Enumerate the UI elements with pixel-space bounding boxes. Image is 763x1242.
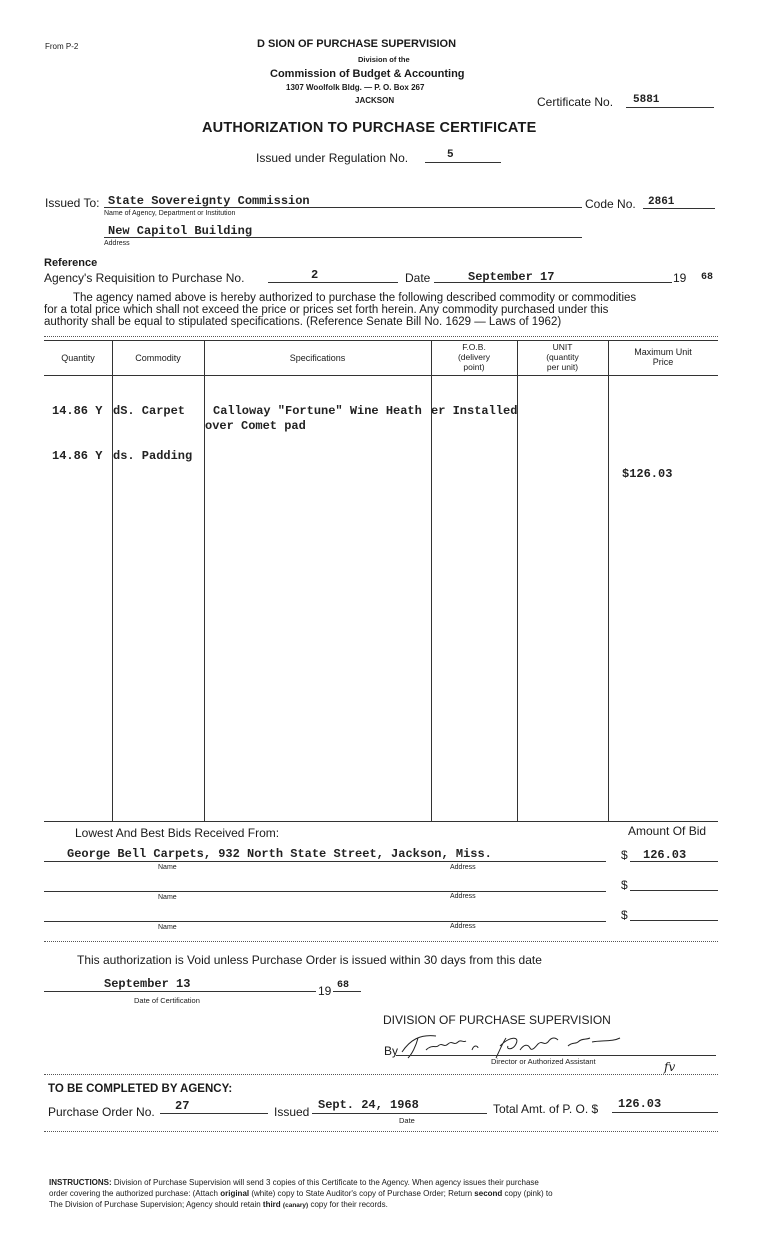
- bids-label: Lowest And Best Bids Received From:: [75, 826, 280, 840]
- bid-2-name-label: Name: [158, 894, 177, 901]
- issued-label: Issued: [274, 1105, 310, 1119]
- col-divider-5: [608, 341, 609, 821]
- row-1-spec-part-1: Calloway "Fortune" Wine Heath: [213, 404, 422, 418]
- total-underline: [612, 1112, 718, 1113]
- instructions-text-2c: copy (pink) to: [502, 1189, 553, 1198]
- division-subtitle: Division of the: [358, 55, 410, 64]
- header-unit-1: UNIT: [552, 342, 573, 352]
- authorization-text-line-3: authority shall be equal to stipulated specifications. (Reference Senate Bill No. 1629 — Laws of 1962): [44, 316, 562, 328]
- bid-2-currency: $: [621, 878, 628, 892]
- code-label: Code No.: [585, 197, 636, 211]
- requisition-underline: [268, 282, 398, 283]
- bid-3-name-label: Name: [158, 924, 177, 931]
- row-1-spec-part-2: er Installed: [431, 404, 518, 418]
- bid-2-amount-underline: [630, 890, 718, 891]
- address-underline: [104, 237, 582, 238]
- requisition-date: September 17: [468, 270, 555, 284]
- requisition-label: Agency's Requisition to Purchase No.: [44, 271, 245, 285]
- signature-role: Director or Authorized Assistant: [491, 1057, 596, 1066]
- header-price-2: Price: [652, 357, 674, 367]
- instructions-text-2b: (white) copy to State Auditor's copy of Purchase Order; Return: [249, 1189, 475, 1198]
- certification-underline: [44, 991, 316, 992]
- po-underline: [160, 1113, 268, 1114]
- signature-org: DIVISION OF PURCHASE SUPERVISION: [383, 1013, 611, 1027]
- instructions-canary: (canary): [282, 1202, 309, 1209]
- total-label: Total Amt. of P. O. $: [493, 1102, 599, 1116]
- instructions-line-3: [49, 1200, 388, 1209]
- max-unit-price: $126.03: [622, 467, 673, 481]
- instructions-line-2: [49, 1189, 553, 1198]
- issued-underline: [312, 1113, 487, 1114]
- header-commodity: Commodity: [135, 353, 181, 363]
- agency-address: New Capitol Building: [108, 224, 253, 238]
- date-underline: [434, 282, 672, 283]
- regulation-number: 5: [447, 149, 454, 161]
- authorization-text-line-2: for a total price which shall not exceed the price or prices set forth herein. Any commodity purchased under this: [44, 304, 609, 316]
- table-bottom-rule: [44, 821, 718, 822]
- year-value: 68: [701, 272, 714, 283]
- issued-to-agency: State Sovereignty Commission: [108, 194, 310, 208]
- certification-year: 68: [337, 980, 350, 991]
- bid-3-currency: $: [621, 908, 628, 922]
- bid-1-currency: $: [621, 848, 628, 862]
- header-quantity: Quantity: [61, 353, 95, 363]
- certificate-number: 5881: [633, 94, 660, 106]
- division-title: D SION OF PURCHASE SUPERVISION: [257, 38, 457, 50]
- table-top-rule-1: [44, 336, 718, 337]
- form-id: From P-2: [45, 42, 79, 51]
- signature-bottom-rule: [44, 1074, 718, 1075]
- row-1-commodity: dS. Carpet: [113, 404, 186, 418]
- table-top-rule-2: [44, 340, 718, 341]
- amount-of-bid-label: Amount Of Bid: [628, 824, 707, 838]
- row-2-commodity: ds. Padding: [113, 449, 193, 463]
- commission-name: Commission of Budget & Accounting: [270, 68, 465, 80]
- reference-heading: Reference: [44, 257, 98, 269]
- header-fob-2: (delivery: [457, 352, 491, 362]
- header-price-1: Maximum Unit: [634, 347, 692, 357]
- agency-sublabel: Name of Agency, Department or Institution: [104, 210, 236, 217]
- instructions-original: original: [220, 1189, 250, 1198]
- issued-date-label: Date: [399, 1116, 415, 1125]
- agency-bottom-rule: [44, 1131, 718, 1132]
- instructions-second: second: [474, 1189, 503, 1198]
- issued-to-label: Issued To:: [45, 196, 100, 210]
- total-amount: 126.03: [618, 1097, 662, 1111]
- po-label: Purchase Order No.: [48, 1105, 155, 1119]
- row-1-spec-line-2: over Comet pad: [205, 419, 306, 433]
- header-specifications: Specifications: [289, 353, 346, 363]
- header-fob-1: F.O.B.: [462, 342, 486, 352]
- bid-1-name-label: Name: [158, 864, 177, 871]
- header-unit-2: (quantity: [546, 352, 579, 362]
- certification-date-label: Date of Certification: [134, 996, 200, 1005]
- signature-initials: fv: [664, 1060, 676, 1074]
- bid-3-address-label: Address: [450, 923, 476, 930]
- page-title: AUTHORIZATION TO PURCHASE CERTIFICATE: [202, 120, 537, 136]
- bid-1-entry: George Bell Carpets, 932 North State Street, Jackson, Miss.: [67, 847, 492, 861]
- instructions-line-1: [49, 1178, 539, 1187]
- instructions-text-1: Division of Purchase Supervision will send 3 copies of this Certificate to the Agency. When agency issues their purchase: [113, 1178, 539, 1187]
- row-1-quantity: 14.86 Y: [52, 404, 103, 418]
- certification-year-prefix: 19: [318, 984, 332, 998]
- bids-bottom-rule: [44, 941, 718, 942]
- address-line: 1307 Woolfolk Bldg. — P. O. Box 267: [286, 83, 425, 92]
- regulation-underline: [425, 162, 501, 163]
- bid-2-address-label: Address: [450, 893, 476, 900]
- void-notice: This authorization is Void unless Purchase Order is issued within 30 days from this date: [77, 953, 542, 967]
- address-sublabel: Address: [104, 240, 130, 247]
- bid-1-address-label: Address: [450, 864, 476, 871]
- agency-heading: TO BE COMPLETED BY AGENCY:: [48, 1083, 233, 1095]
- issued-date: Sept. 24, 1968: [318, 1098, 419, 1112]
- code-underline: [643, 208, 715, 209]
- header-fob-3: point): [463, 362, 485, 372]
- certificate-underline: [626, 107, 714, 108]
- bid-3-amount-underline: [630, 920, 718, 921]
- bid-1-amount: 126.03: [643, 848, 687, 862]
- code-number: 2861: [648, 196, 675, 208]
- authorization-text-line-1: The agency named above is hereby authorized to purchase the following described commodity or commodities: [73, 292, 637, 304]
- by-label: By: [384, 1044, 399, 1058]
- instructions-text-2a: order covering the authorized purchase: (Attach: [49, 1189, 221, 1198]
- bid-1-amount-underline: [630, 861, 718, 862]
- table-header-rule: [44, 375, 718, 376]
- certificate-label: Certificate No.: [537, 95, 614, 109]
- bid-1-underline: [44, 861, 606, 862]
- bid-2-underline: [44, 891, 606, 892]
- signature-underline: [396, 1055, 716, 1056]
- col-divider-2: [204, 341, 205, 821]
- issued-to-underline: [104, 207, 582, 208]
- row-2-quantity: 14.86 Y: [52, 449, 103, 463]
- date-label: Date: [405, 271, 431, 285]
- certification-year-underline: [333, 991, 361, 992]
- instructions-label: INSTRUCTIONS:: [49, 1178, 112, 1187]
- instructions-text-3b: copy for their records.: [308, 1200, 388, 1209]
- certification-date: September 13: [104, 977, 191, 991]
- header-unit-3: per unit): [546, 362, 579, 372]
- year-prefix: 19: [673, 271, 687, 285]
- instructions-text-3a: The Division of Purchase Supervision; Agency should retain: [49, 1200, 263, 1209]
- city-line: JACKSON: [355, 96, 395, 105]
- regulation-label: Issued under Regulation No.: [256, 151, 409, 165]
- bid-3-underline: [44, 921, 606, 922]
- instructions-third: third: [262, 1200, 281, 1209]
- requisition-number: 2: [311, 268, 319, 282]
- po-number: 27: [175, 1099, 190, 1113]
